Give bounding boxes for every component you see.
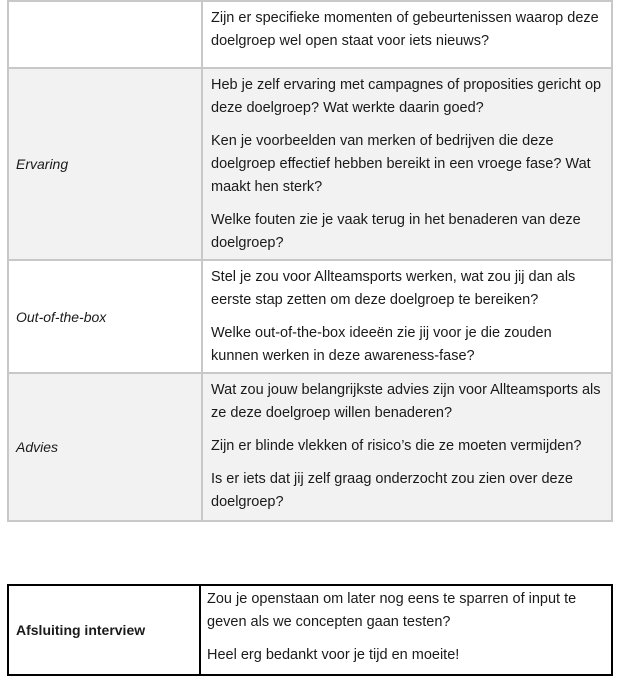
row-label-afsluiting: Afsluiting interview [8, 585, 200, 675]
table-row [8, 373, 612, 521]
question-text: Ken je voorbeelden van merken of bedrijven die deze doelgroep effectief hebben bereikt in een vroege fase? Wat maakt hen sterk? [211, 133, 591, 195]
question-text: Is er iets dat jij zelf graag onderzocht zou zien over deze doelgroep? [211, 471, 573, 510]
question-text: Zou je openstaan om later nog eens te sparren of input te geven als we concepten gaan testen? [207, 591, 577, 630]
questions-cell [202, 68, 612, 260]
row-label [8, 1, 202, 68]
question-text: Wat zou jouw belangrijkste advies zijn voor Allteamsports als ze deze doelgroep willen benaderen? [211, 382, 601, 421]
question-text: Zijn er blinde vlekken of risico’s die ze moeten vermijden? [211, 438, 582, 454]
closing-table [7, 584, 613, 676]
questions-cell [202, 260, 612, 373]
question-text: Heb je zelf ervaring met campagnes of proposities gericht op deze doelgroep? Wat werkte daarin goed? [211, 77, 602, 116]
question-text: Zijn er specifieke momenten of gebeurtenissen waarop deze doelgroep wel open staat voor iets nieuws? [211, 10, 599, 49]
questions-cell [202, 373, 612, 521]
row-label-advies: Advies [8, 373, 202, 521]
row-label-out-of-the-box: Out-of-the-box [8, 260, 202, 373]
closing-thanks-text: Heel erg bedankt voor je tijd en moeite! [207, 647, 460, 663]
questions-cell [200, 585, 612, 675]
question-text: Stel je zou voor Allteamsports werken, wat zou jij dan als eerste stap zetten om deze doelgroep te bereiken? [211, 269, 576, 308]
table-row [8, 585, 612, 675]
table-row [8, 1, 612, 68]
row-label-ervaring: Ervaring [8, 68, 202, 260]
questions-cell [202, 1, 612, 68]
table-row [8, 68, 612, 260]
table-row [8, 260, 612, 373]
question-text: Welke fouten zie je vaak terug in het benaderen van deze doelgroep? [211, 212, 581, 251]
interview-questions-table [7, 0, 613, 522]
question-text: Welke out-of-the-box ideeën zie jij voor je die zouden kunnen werken in deze awareness-fase? [211, 325, 552, 364]
